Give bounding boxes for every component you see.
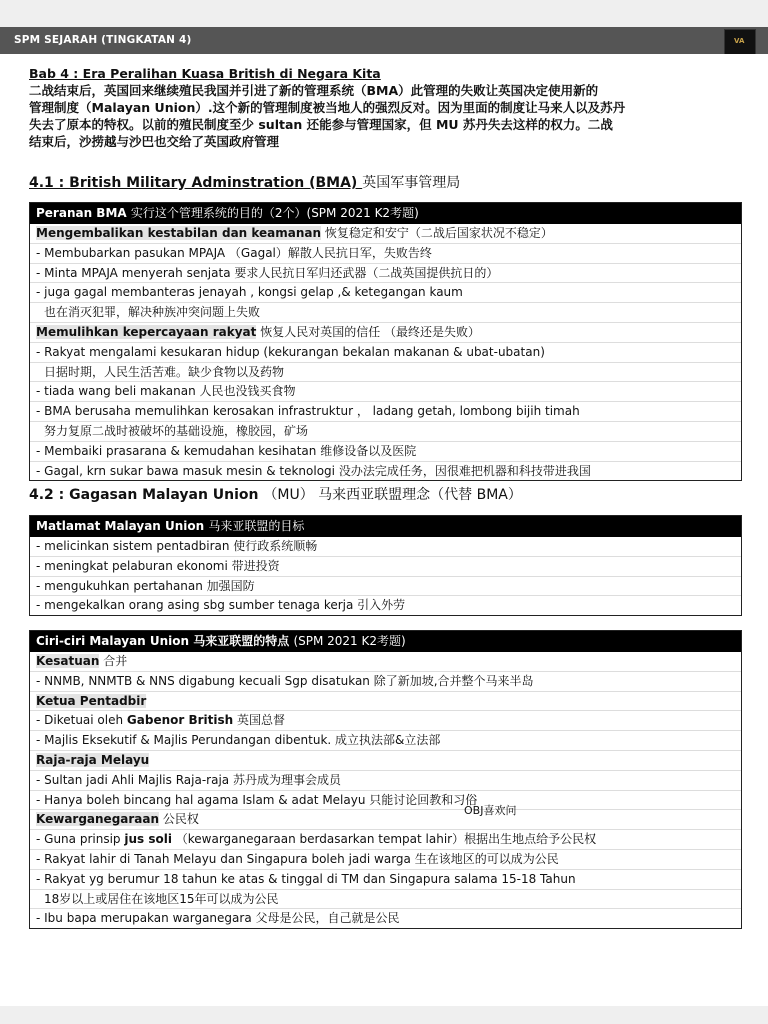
peranan-bma-header: Peranan BMA 实行这个管理系统的目的（2个）(SPM 2021 K2考题)	[30, 203, 741, 224]
list-item: Memulihkan kepercayaan rakyat 恢复人民对英国的信任 （最终还是失败）	[30, 323, 741, 343]
list-item: - melicinkan sistem pentadbiran 使行政系统顺畅	[30, 537, 741, 557]
list-item: - tiada wang beli makanan 人民也没钱买食物	[30, 382, 741, 402]
list-item: - Minta MPAJA menyerah senjata 要求人民抗日军归还武器（二战英国提供抗日的）	[30, 264, 741, 284]
list-item: - Rakyat mengalami kesukaran hidup (kekurangan bekalan makanan & ubat-ubatan)	[30, 343, 741, 363]
document-page	[0, 54, 768, 1006]
ciri-mu-box	[29, 630, 742, 929]
intro-line-1: 二战结束后，英国回来继续殖民我国并引进了新的管理系统（BMA）此管理的失败让英国决定使用新的	[29, 83, 599, 98]
list-item: - Membaiki prasarana & kemudahan kesihatan 维修设备以及医院	[30, 442, 741, 462]
matlamat-mu-box	[29, 515, 742, 616]
brand-logo: VA	[724, 29, 756, 55]
document-header-title: SPM SEJARAH (TINGKATAN 4)	[14, 34, 192, 46]
list-item: - mengekalkan orang asing sbg sumber tenaga kerja 引入外劳	[36, 598, 406, 613]
list-item: 18岁以上或居住在该地区15年可以成为公民	[30, 890, 741, 910]
list-item: - Rakyat lahir di Tanah Melayu dan Singapura boleh jadi warga 生在该地区的可以成为公民	[30, 850, 741, 870]
list-item: - meningkat pelaburan ekonomi 带进投资	[30, 557, 741, 577]
list-item: 也在消灭犯罪，解决种族冲突问题上失败	[30, 303, 741, 323]
intro-line-3: 失去了原本的特权。以前的殖民制度至少 sultan 还能参与管理国家，但 MU 苏丹失去这样的权力。二战	[29, 117, 613, 132]
matlamat-mu-header: Matlamat Malayan Union 马来亚联盟的目标	[30, 516, 741, 537]
list-item: Kesatuan 合并	[30, 652, 741, 672]
list-item: - Guna prinsip jus soli （kewarganegaraan berdasarkan tempat lahir）根据出生地点给予公民权	[30, 830, 741, 850]
list-item: - juga gagal membanteras jenayah , kongsi gelap ,& ketegangan kaum	[30, 283, 741, 303]
section-4-2-heading: 4.2 : Gagasan Malayan Union （MU） 马来西亚联盟理念（代替 BMA）	[29, 487, 522, 503]
list-item: - NNMB, NNMTB & NNS digabung kecuali Sgp disatukan 除了新加坡,合并整个马来半岛	[30, 672, 741, 692]
peranan-bma-box	[29, 202, 742, 481]
list-item: 日据时期，人民生活苦难。缺少食物以及药物	[30, 363, 741, 383]
list-item: - Rakyat yg berumur 18 tahun ke atas & tinggal di TM dan Singapura salama 15-18 Tahun	[30, 870, 741, 890]
list-item: - Membubarkan pasukan MPAJA （Gagal）解散人民抗日军，失败告终	[30, 244, 741, 264]
chapter-intro	[29, 65, 741, 150]
obj-note: OBJ喜欢问	[464, 804, 517, 817]
list-item: Ketua Pentadbir	[30, 692, 741, 712]
list-item: - Gagal, krn sukar bawa masuk mesin & teknologi 没办法完成任务，因很难把机器和科技带进我国	[36, 463, 591, 478]
top-bar	[0, 27, 768, 54]
list-item: - Sultan jadi Ahli Majlis Raja-raja 苏丹成为理事会成员	[30, 771, 741, 791]
list-item: Raja-raja Melayu	[30, 751, 741, 771]
list-item: Mengembalikan kestabilan dan keamanan 恢复稳定和安宁（二战后国家状况不稳定）	[30, 224, 741, 244]
ciri-mu-header: Ciri-ciri Malayan Union 马来亚联盟的特点 (SPM 2021 K2考题)	[30, 631, 741, 652]
intro-line-4: 结束后，沙捞越与沙巴也交给了英国政府管理	[29, 134, 280, 149]
list-item: - Hanya boleh bincang hal agama Islam & adat Melayu 只能讨论回教和习俗	[30, 791, 741, 811]
chapter-title: Bab 4 : Era Peralihan Kuasa British di Negara Kita	[29, 66, 381, 81]
list-item: Kewarganegaraan 公民权	[30, 810, 741, 830]
list-item: - Diketuai oleh Gabenor British 英国总督	[30, 711, 741, 731]
list-item: - mengukuhkan pertahanan 加强国防	[30, 577, 741, 597]
list-item: - BMA berusaha memulihkan kerosakan infrastruktur ， ladang getah, lombong bijih timah	[30, 402, 741, 422]
intro-line-2: 管理制度（Malayan Union）.这个新的管理制度被当地人的强烈反对。因为里面的制度让马来人以及苏丹	[29, 100, 626, 115]
list-item: - Majlis Eksekutif & Majlis Perundangan dibentuk. 成立执法部&立法部	[30, 731, 741, 751]
section-4-1-heading: 4.1 : British Military Adminstration (BMA) 英国军事管理局	[29, 175, 461, 191]
list-item: - Ibu bapa merupakan warganegara 父母是公民，自己就是公民	[36, 911, 400, 926]
list-item: 努力复原二战时被破坏的基础设施，橡胶园，矿场	[30, 422, 741, 442]
